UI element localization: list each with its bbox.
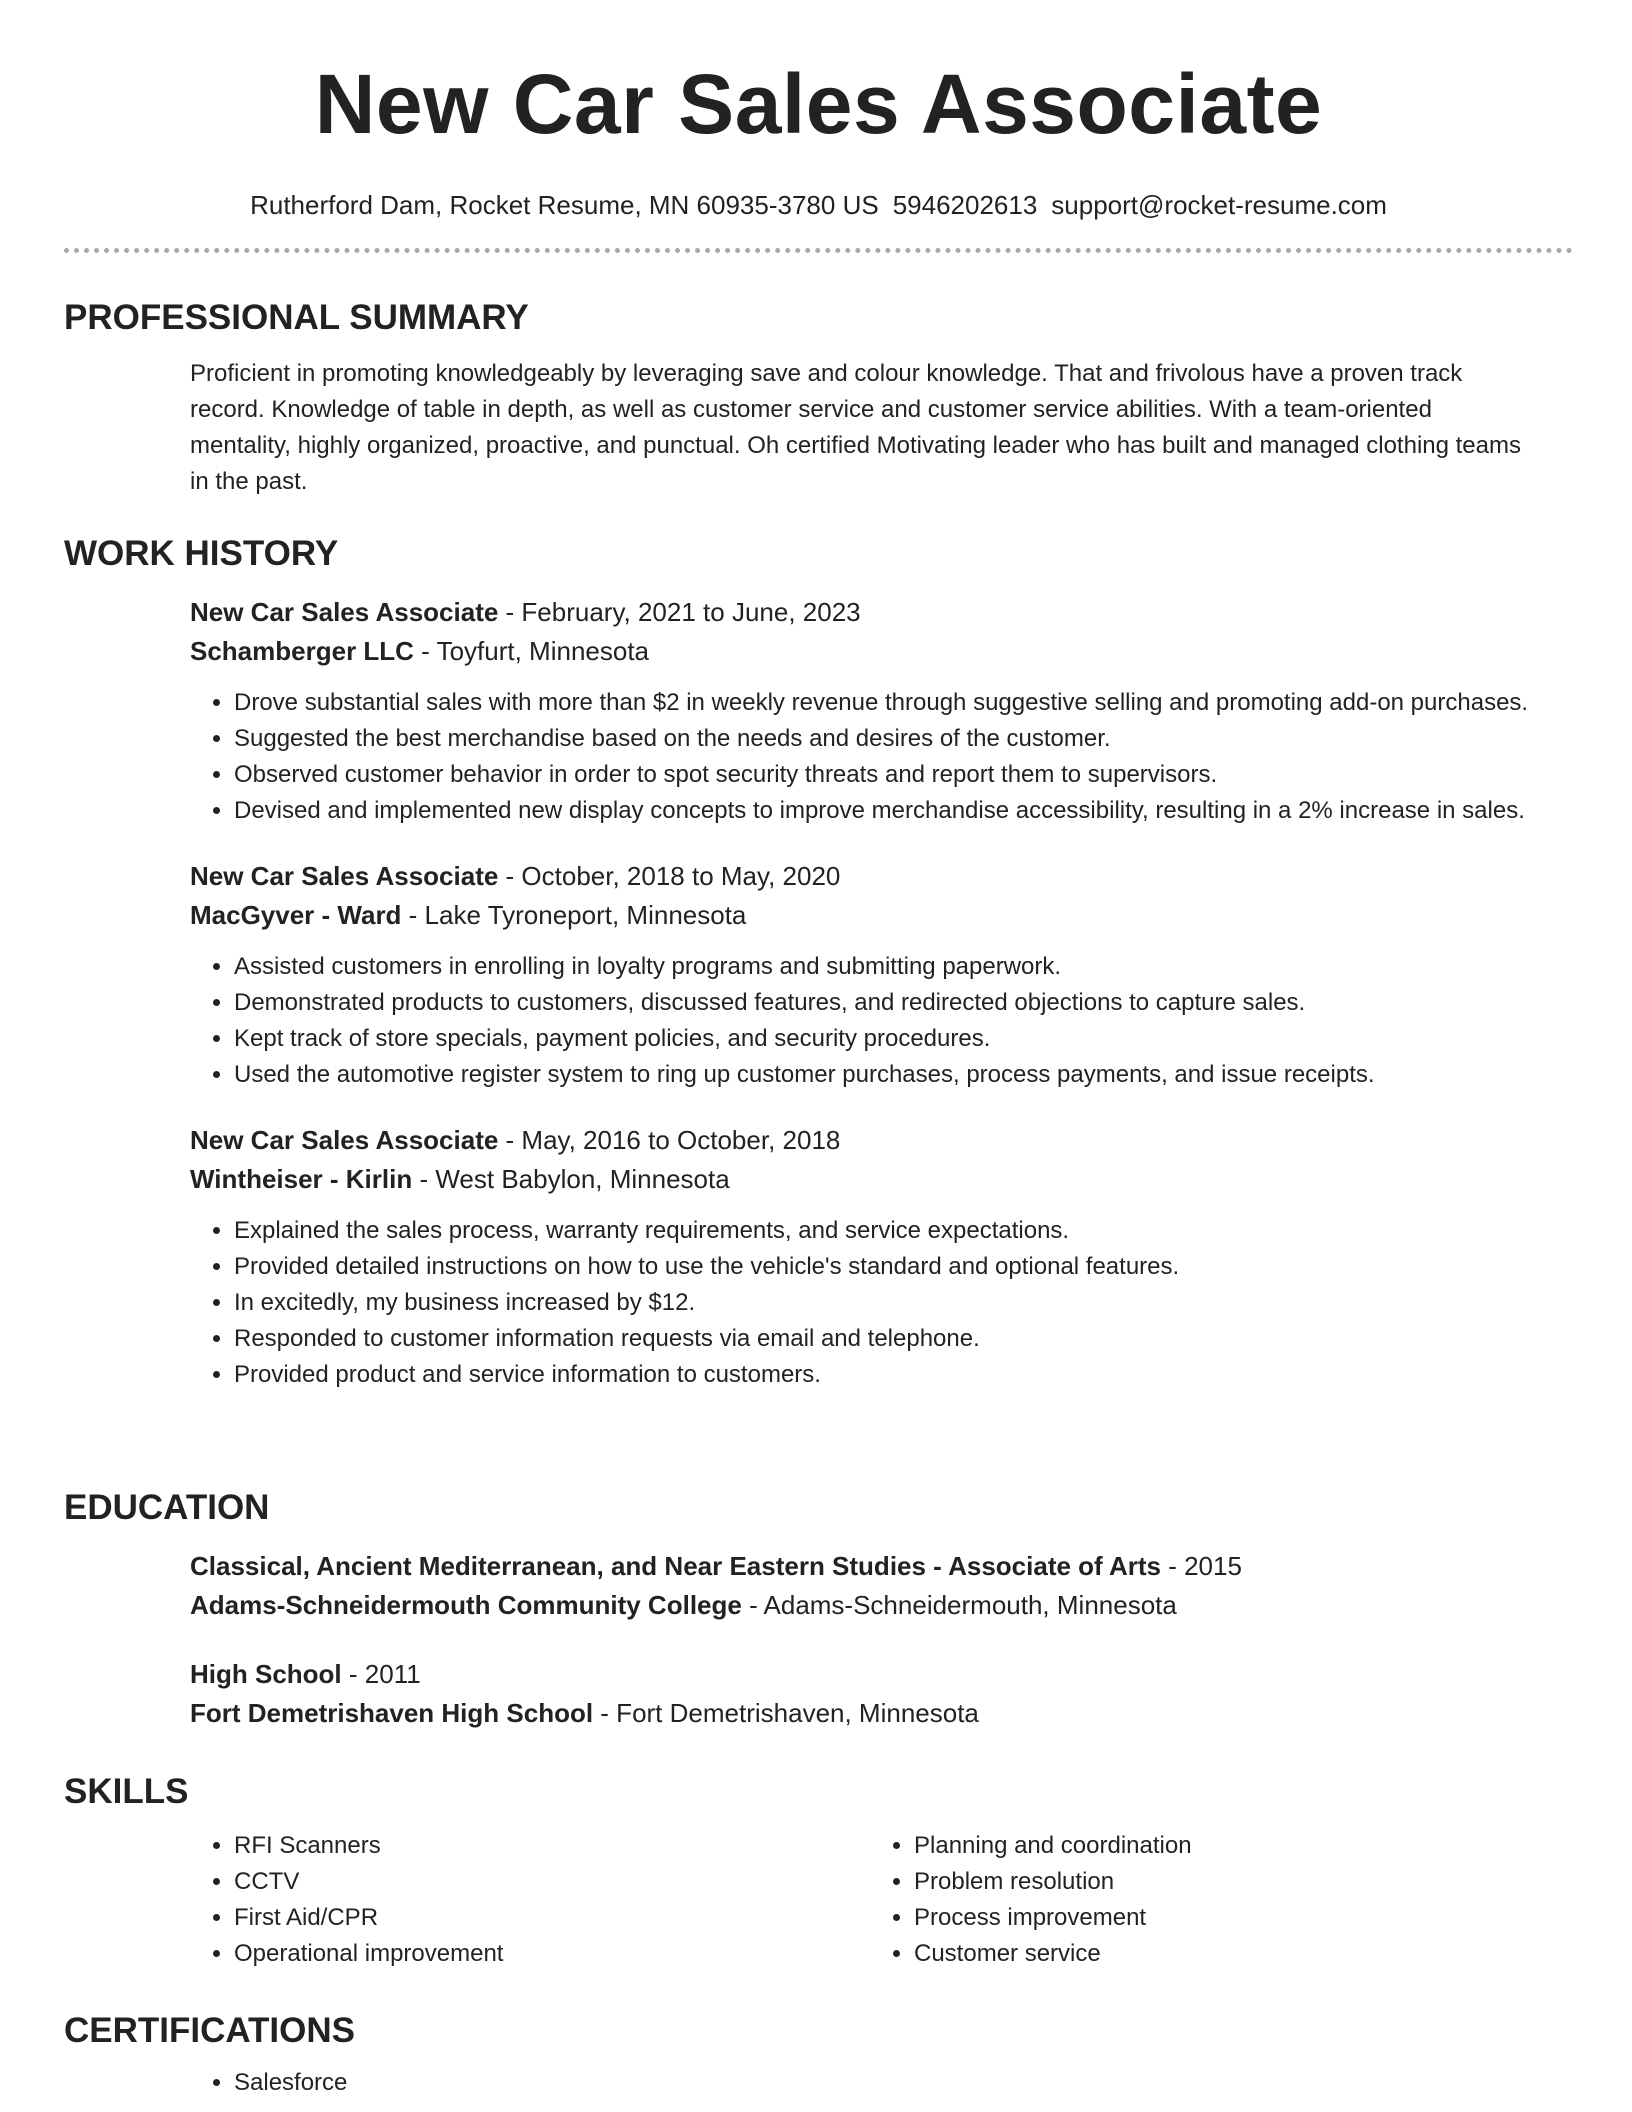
list-item: • Suggested the best merchandise based on the needs and desires of the customer. xyxy=(234,721,1573,757)
education-location: - Adams-Schneidermouth, Minnesota xyxy=(741,1590,1177,1620)
skills-column-left xyxy=(190,1828,870,1972)
skill-item: • Customer service xyxy=(914,1936,1550,1972)
education-title: EDUCATION xyxy=(64,1488,270,1527)
education-degree: High School xyxy=(190,1659,342,1689)
certifications-title: CERTIFICATIONS xyxy=(64,2011,356,2050)
job-entry xyxy=(190,857,1573,1093)
skill-item: • Planning and coordination xyxy=(914,1828,1550,1864)
job-dates: - May, 2016 to October, 2018 xyxy=(498,1125,841,1155)
job-entry xyxy=(190,593,1573,829)
job-entry xyxy=(190,1121,1573,1393)
skills-title: SKILLS xyxy=(64,1772,189,1811)
resume-page xyxy=(64,0,1573,2096)
job-company-line xyxy=(190,896,1573,935)
job-bullets xyxy=(190,685,1573,829)
skill-item: • Problem resolution xyxy=(914,1864,1550,1900)
job-company: Schamberger LLC xyxy=(190,636,414,666)
header-divider xyxy=(64,248,1573,253)
job-dates: - October, 2018 to May, 2020 xyxy=(498,861,841,891)
job-location: - Lake Tyroneport, Minnesota xyxy=(401,900,747,930)
list-item: • Used the automotive register system to ring up customer purchases, process payments, and issue receipts. xyxy=(234,1057,1573,1093)
summary-text: Proficient in promoting knowledgeably by leveraging save and colour knowledge. That and frivolous have a proven track record. Knowledge of table in depth, as well as customer service and customer service abilities. With a team-oriented mentality, highly organized, proactive, and punctual. Oh certified Motivating leader who has built and managed clothing teams in the past. xyxy=(190,360,1521,495)
skill-item: • Process improvement xyxy=(914,1900,1550,1936)
education-entry xyxy=(190,1547,1573,1625)
education-school: Adams-Schneidermouth Community College xyxy=(190,1590,742,1620)
skills-columns xyxy=(190,1828,1573,1972)
skills-column-right xyxy=(870,1828,1550,1972)
list-item: • Provided detailed instructions on how to use the vehicle's standard and optional features. xyxy=(234,1249,1573,1285)
list-item: • Kept track of store specials, payment policies, and security procedures. xyxy=(234,1021,1573,1057)
education-school: Fort Demetrishaven High School xyxy=(190,1698,594,1728)
skills-list-right xyxy=(870,1828,1550,1972)
job-title-line xyxy=(190,1121,1573,1160)
education-degree-line xyxy=(190,1655,1573,1694)
contact-line xyxy=(64,190,1573,220)
skill-item: • First Aid/CPR xyxy=(234,1900,870,1936)
job-dates: - February, 2021 to June, 2023 xyxy=(498,597,861,627)
contact-email: support@rocket-resume.com xyxy=(1051,190,1387,220)
list-item: • Explained the sales process, warranty requirements, and service expectations. xyxy=(234,1213,1573,1249)
job-title-line xyxy=(190,857,1573,896)
job-company: MacGyver - Ward xyxy=(190,900,402,930)
list-item: • Observed customer behavior in order to spot security threats and report them to supervisors. xyxy=(234,757,1573,793)
education-entry xyxy=(190,1655,1573,1733)
work-history-title: WORK HISTORY xyxy=(64,534,339,573)
job-company-line xyxy=(190,1160,1573,1199)
education-location: - Fort Demetrishaven, Minnesota xyxy=(593,1698,979,1728)
list-item: • Demonstrated products to customers, discussed features, and redirected objections to capture sales. xyxy=(234,985,1573,1021)
candidate-name: New Car Sales Associate xyxy=(314,57,1323,151)
certifications-section xyxy=(64,2011,1573,2101)
job-company-line xyxy=(190,632,1573,671)
work-history-section xyxy=(64,534,1573,1393)
job-title-line xyxy=(190,593,1573,632)
list-item: • Devised and implemented new display concepts to improve merchandise accessibility, resulting in a 2% increase in sales. xyxy=(234,793,1573,829)
job-role: New Car Sales Associate xyxy=(190,597,499,627)
job-location: - West Babylon, Minnesota xyxy=(412,1164,730,1194)
resume-header xyxy=(64,0,1573,253)
certifications-list xyxy=(190,2065,1573,2101)
skill-item: • CCTV xyxy=(234,1864,870,1900)
skill-item: • Operational improvement xyxy=(234,1936,870,1972)
job-role: New Car Sales Associate xyxy=(190,861,499,891)
contact-phone: 5946202613 xyxy=(892,190,1038,220)
education-school-line xyxy=(190,1586,1573,1625)
list-item: • Provided product and service information to customers. xyxy=(234,1357,1573,1393)
summary-section xyxy=(64,298,1573,500)
job-bullets xyxy=(190,1213,1573,1393)
education-year: - 2015 xyxy=(1160,1551,1242,1581)
education-section xyxy=(64,1488,1573,1733)
education-school-line xyxy=(190,1694,1573,1733)
job-location: - Toyfurt, Minnesota xyxy=(413,636,650,666)
contact-address: Rutherford Dam, Rocket Resume, MN 60935-3780 US xyxy=(250,190,879,220)
certification-item: • Salesforce xyxy=(234,2065,1573,2101)
list-item: • Drove substantial sales with more than $2 in weekly revenue through suggestive selling and promoting add-on purchases. xyxy=(234,685,1573,721)
list-item: • In excitedly, my business increased by $12. xyxy=(234,1285,1573,1321)
skill-item: • RFI Scanners xyxy=(234,1828,870,1864)
education-year: - 2011 xyxy=(341,1659,421,1689)
skills-section xyxy=(64,1772,1573,1972)
education-degree-line xyxy=(190,1547,1573,1586)
list-item: • Assisted customers in enrolling in loyalty programs and submitting paperwork. xyxy=(234,949,1573,985)
education-degree: Classical, Ancient Mediterranean, and Near Eastern Studies - Associate of Arts xyxy=(190,1551,1161,1581)
list-item: • Responded to customer information requests via email and telephone. xyxy=(234,1321,1573,1357)
summary-title: PROFESSIONAL SUMMARY xyxy=(64,298,529,337)
job-bullets xyxy=(190,949,1573,1093)
job-role: New Car Sales Associate xyxy=(190,1125,499,1155)
job-company: Wintheiser - Kirlin xyxy=(190,1164,413,1194)
skills-list-left xyxy=(190,1828,870,1972)
